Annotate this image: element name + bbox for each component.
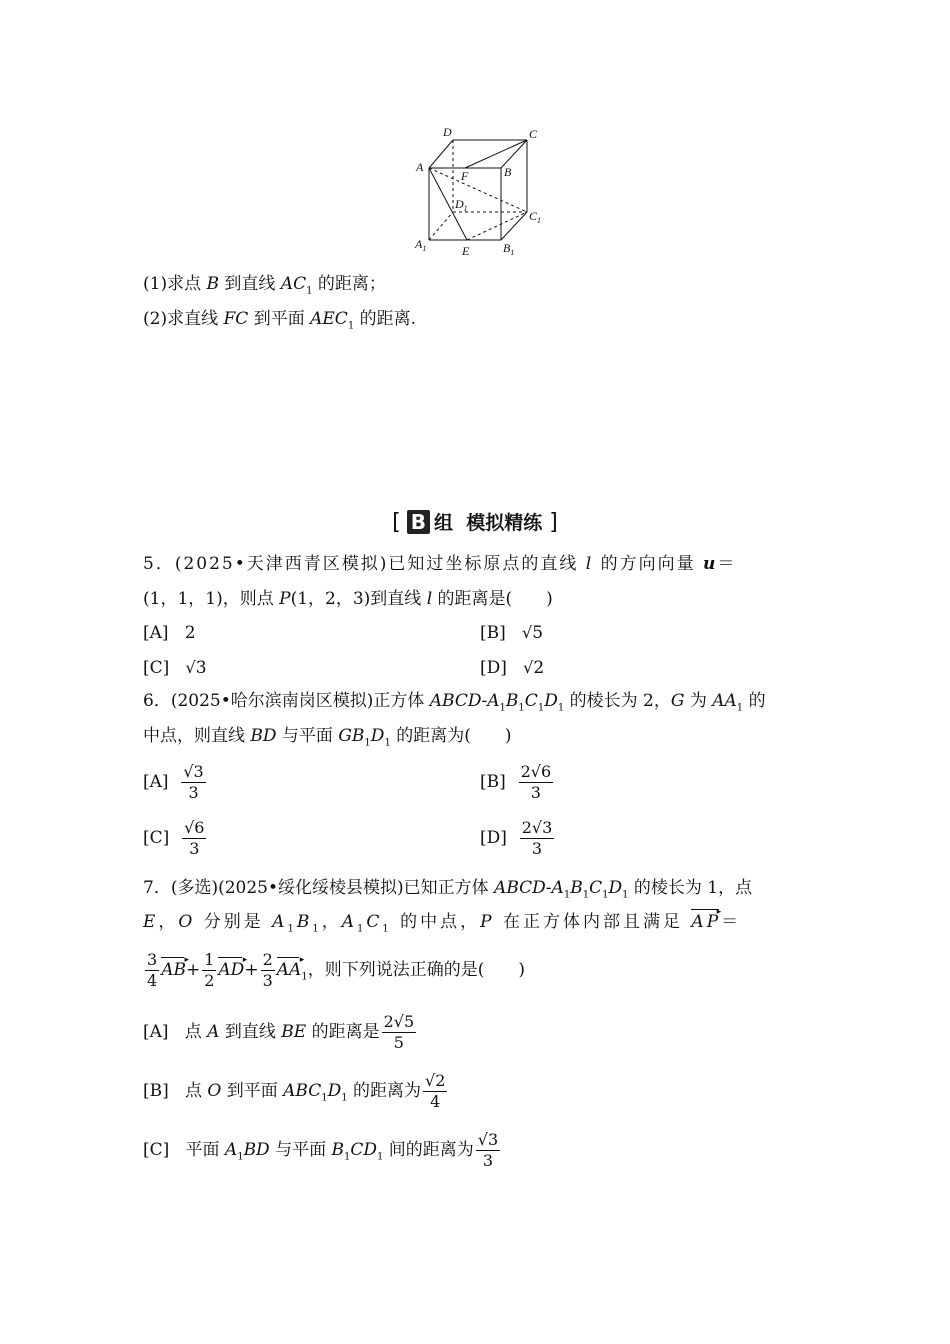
label-e: E [462,244,470,258]
q5-line2: (1，1，1)，则点 P(1，2，3)到直线 l 的距离是( ) [143,589,553,609]
label-c: C [529,127,538,141]
label-b1: $B_1$ [503,241,515,257]
q6-line2: 中点，则直线 BD 与平面 $GB_1D_1$ 的距离为( ) [143,726,512,749]
q4-part1: (1)求点 B 到直线 $AC_1$ 的距离； [143,274,386,297]
label-c1: $C_1$ [529,209,542,225]
q7-line2: E，O 分别是 $A_1B_1$，$A_1C_1$ 的中点，P 在正方体内部且满足 AP ▸＝ [143,911,741,940]
edge-b1c1 [501,212,527,240]
q4-part2: (2)求直线 FC 到平面 $AEC_1$ 的距离. [143,309,416,332]
edge-a1d1 [429,212,453,240]
label-d1: $D_1$ [455,197,468,213]
line-ec1 [467,212,527,240]
label-a1: $A_1$ [415,237,427,253]
section-badge: B [407,510,430,534]
q6-line1: 6．(2025•哈尔滨南岗区模拟)正方体 ABCD-$A_1B_1C_1D_1$ 的棱长为 2，G 为 $AA_1$ 的 [143,691,766,714]
line-ac1 [429,168,527,212]
q7-line3: $\frac{3}{4}$ AB ▸+ $\frac{1}{2}$ AD ▸+ $\frac{2}{3}$ AA $▸_1$，则下列说法正确的是( ) [143,950,525,991]
q5-option-b: [B] √5 [480,623,544,643]
q6-option-b: [B] $\frac{2√6}{3}$ [480,762,552,802]
section-group: 组 [434,512,454,534]
label-b: B [504,165,512,179]
cube-figure [405,120,555,265]
q7-option-c: [C] 平面 $A_1BD$ 与平面 $B_1CD_1$ 间的距离为 $\frac{√3}{3}$ [143,1130,499,1170]
label-d: D [443,125,452,139]
bracket-right: ] [542,510,558,535]
q7-option-b: [B] 点 O 到平面 $ABC_1D_1$ 的距离为 $\frac{√2}{4}$ [143,1071,446,1111]
section-header [0,508,950,535]
bracket-left: [ [392,510,401,535]
q6-option-d: [D] $\frac{2√3}{3}$ [480,818,553,858]
q5-line1: 5．(2025•天津西青区模拟)已知过坐标原点的直线 l 的方向向量 u＝ [143,554,737,574]
q5-option-c: [C] √3 [143,658,207,678]
label-f: F [461,169,469,183]
label-a: A [416,160,424,174]
line-fc [465,140,527,168]
q7-line1: 7．(多选)(2025•绥化绥棱县模拟)已知正方体 ABCD-$A_1B_1C_1D_1$ 的棱长为 1，点 [143,878,753,901]
edge-ad [429,140,453,168]
q5-option-d: [D] √2 [480,658,545,678]
q5-option-a: [A] 2 [143,623,196,643]
q7-option-a: [A] 点 A 到直线 BE 的距离是 $\frac{2√5}{5}$ [143,1012,415,1052]
q6-option-a: [A] $\frac{√3}{3}$ [143,762,204,802]
q6-option-c: [C] $\frac{√6}{3}$ [143,818,205,858]
section-title: 模拟精练 [466,512,543,534]
edge-bc [501,140,527,168]
